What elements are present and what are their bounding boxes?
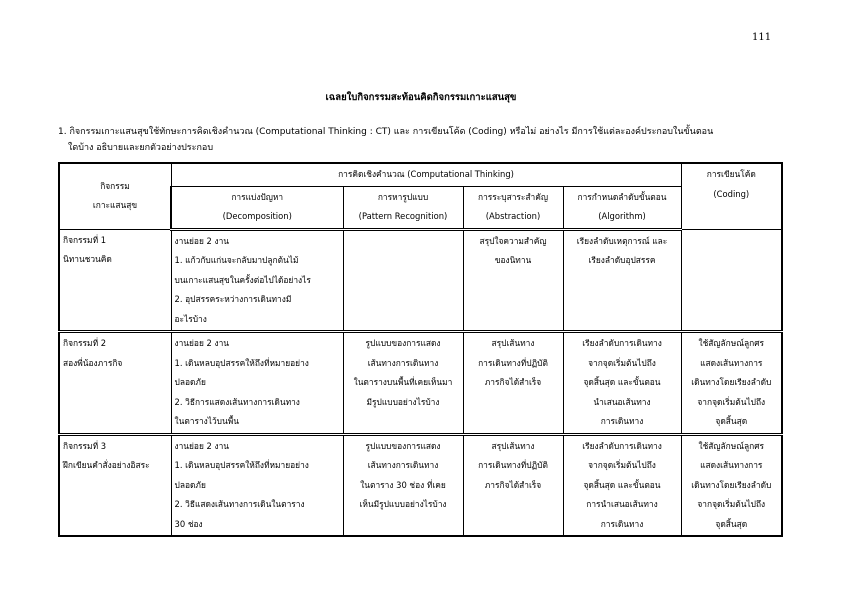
header-coding: [681, 163, 782, 229]
cell-line: เรียงลำดับการเดินทาง: [582, 440, 662, 451]
cell-line: เรียงลำดับเหตุการณ์ และ: [576, 235, 668, 246]
cell-line: การเดินทางที่ปฏิบัติ: [478, 357, 548, 368]
cell-line: สรุปเส้นทาง: [491, 338, 535, 348]
table-row: [59, 229, 782, 332]
cell-line: เส้นทางการเดินทาง: [367, 460, 439, 470]
cell-line: มีรูปแบบอย่างไรบ้าง: [366, 396, 440, 407]
cell-line: สรุปใจความสำคัญ: [479, 235, 547, 246]
cell-line: กิจกรรมที่ 2: [63, 338, 107, 348]
header-activity-line-1: กิจกรรม: [100, 180, 130, 191]
cell-line: เรียงลำดับการเดินทาง: [582, 338, 662, 348]
cell-line: 2. วิธีการแสดงเส้นทางการเดินทาง: [174, 396, 300, 407]
cell-line: จุดสิ้นสุด และขั้นตอน: [583, 479, 661, 490]
cell-line: กิจกรรมที่ 1: [63, 234, 107, 245]
cell-activity: [59, 434, 171, 536]
header-pattern-en: (Pattern Recognition): [358, 211, 448, 221]
header-coding-line-1: การเขียนโค้ด: [706, 169, 756, 179]
cell-line: ในตารางบนพื้นที่เคยเห็นมา: [353, 377, 453, 387]
cell-pattern-recognition: [343, 229, 463, 332]
header-activity-line-2: เกาะแสนสุข: [92, 200, 138, 211]
table-header-row-1: [59, 163, 782, 186]
cell-line: 30 ช่อง: [174, 518, 203, 529]
cell-line: ฝึกเขียนคำสั่งอย่างอิสระ: [63, 460, 150, 470]
cell-line: รูปแบบของการแสดง: [365, 440, 441, 451]
cell-line: งานย่อย 2 งาน: [174, 235, 230, 246]
header-computational-thinking: การคิดเชิงคำนวณ (Computational Thinking): [171, 163, 681, 186]
cell-decomposition: [171, 434, 343, 536]
cell-line: ในตารางไว้บนพื้น: [174, 416, 239, 426]
header-abstraction-th: การระบุสาระสำคัญ: [478, 191, 548, 202]
cell-line: รูปแบบของการแสดง: [365, 338, 441, 348]
cell-line: งานย่อย 2 งาน: [174, 338, 230, 348]
cell-line: 2. อุปสรรคระหว่างการเดินทางมี: [174, 294, 292, 304]
cell-line: นำเสนอเส้นทาง: [593, 396, 651, 407]
cell-line: เส้นทางการเดินทาง: [367, 357, 439, 368]
cell-line: ใช้สัญลักษณ์ลูกศร: [698, 440, 765, 451]
header-algorithm-th: การกำหนดลำดับขั้นตอน: [577, 191, 667, 202]
cell-coding: [681, 434, 782, 536]
cell-line: การเดินทาง: [600, 416, 644, 426]
cell-line: 1. เดินหลบอุปสรรคให้ถึงที่หมายอย่าง: [174, 460, 309, 470]
cell-line: แสดงเส้นทางการ: [700, 460, 763, 470]
header-decomposition-en: (Decomposition): [222, 211, 292, 221]
cell-algorithm: [563, 434, 681, 536]
cell-decomposition: [171, 332, 343, 435]
cell-line: ในตาราง 30 ช่อง ที่เคย: [360, 479, 446, 490]
cell-line: สรุปเส้นทาง: [491, 440, 535, 451]
cell-line: ภารกิจได้สำเร็จ: [484, 377, 542, 387]
cell-activity: [59, 229, 171, 332]
cell-line: เดินทางโดยเรียงลำดับ: [691, 377, 772, 387]
header-algorithm-en: (Algorithm): [598, 211, 646, 221]
document-title: เฉลยใบกิจกรรมสะท้อนคิดกิจกรรมเกาะแสนสุข: [325, 92, 517, 103]
cell-line: ปลอดภัย: [174, 479, 206, 490]
cell-abstraction: [463, 434, 563, 536]
cell-line: 2. วิธีแสดงเส้นทางการเดินในตาราง: [174, 499, 305, 509]
cell-line: ใช้สัญลักษณ์ลูกศร: [698, 338, 765, 348]
cell-line: เห็นมีรูปแบบอย่างไรบ้าง: [359, 499, 447, 509]
header-abstraction: [463, 186, 563, 229]
cell-line: จากจุดเริ่มต้นไปถึง: [588, 357, 656, 368]
cell-line: สองพี่น้องภารกิจ: [63, 357, 123, 368]
cell-line: กิจกรรมที่ 3: [63, 440, 107, 451]
header-decomposition: [171, 186, 343, 229]
cell-decomposition: [171, 229, 343, 332]
cell-line: การเดินทาง: [600, 518, 644, 529]
cell-algorithm: [563, 332, 681, 435]
question-text: [58, 124, 778, 156]
cell-line: การเดินทางที่ปฏิบัติ: [478, 460, 548, 470]
cell-line: การนำเสนอเส้นทาง: [586, 499, 658, 509]
cell-line: นิทานชวนคิด: [63, 254, 112, 264]
cell-coding: [681, 332, 782, 435]
table-row: [59, 434, 782, 536]
cell-line: จุดสิ้นสุด: [715, 518, 748, 529]
answer-table: [58, 162, 783, 537]
header-pattern-th: การหารูปแบบ: [377, 191, 429, 202]
header-decomposition-th: การแบ่งปัญหา: [231, 191, 284, 202]
cell-line: 1. แก้วกับแก่นจะกลับมาปลูกต้นไม้: [174, 255, 299, 265]
question-line-1: 1. กิจกรรมเกาะแสนสุขใช้ทักษะการคิดเชิงคำนวณ (Computational Thinking : CT) และ การเขียนโค้ด (Coding) หรือไม่ อย่างไร มีการใช้แต่ละองค์ประกอบในขั้นตอน: [58, 127, 714, 137]
cell-line: จุดสิ้นสุด และขั้นตอน: [583, 377, 661, 387]
header-pattern-recognition: [343, 186, 463, 229]
header-abstraction-en: (Abstraction): [485, 211, 541, 221]
cell-line: งานย่อย 2 งาน: [174, 440, 230, 451]
page-number: 111: [752, 32, 772, 43]
cell-line: เรียงลำดับอุปสรรค: [588, 255, 656, 265]
cell-pattern-recognition: [343, 434, 463, 536]
cell-line: เดินทางโดยเรียงลำดับ: [691, 479, 772, 490]
header-coding-line-2: (Coding): [713, 188, 750, 199]
cell-line: อะไรบ้าง: [174, 313, 207, 324]
cell-line: จากจุดเริ่มต้นไปถึง: [588, 460, 656, 470]
cell-line: จากจุดเริ่มต้นไปถึง: [697, 499, 766, 509]
question-line-2: ใดบ้าง อธิบายและยกตัวอย่างประกอบ: [68, 143, 214, 153]
cell-activity: [59, 332, 171, 435]
cell-line: ของนิทาน: [494, 255, 532, 265]
cell-line: บนเกาะแสนสุขในครั้งต่อไปได้อย่างไร: [174, 274, 311, 285]
cell-line: 1. เดินหลบอุปสรรคให้ถึงที่หมายอย่าง: [174, 357, 309, 368]
cell-line: จากจุดเริ่มต้นไปถึง: [697, 396, 766, 407]
header-activity: [59, 163, 171, 229]
header-algorithm: [563, 186, 681, 229]
cell-line: แสดงเส้นทางการ: [700, 357, 763, 368]
cell-line: จุดสิ้นสุด: [715, 416, 748, 426]
cell-line: ปลอดภัย: [174, 377, 206, 387]
cell-abstraction: [463, 229, 563, 332]
cell-pattern-recognition: [343, 332, 463, 435]
table-row: [59, 332, 782, 435]
cell-abstraction: [463, 332, 563, 435]
cell-algorithm: [563, 229, 681, 332]
cell-line: ภารกิจได้สำเร็จ: [484, 479, 542, 490]
cell-coding: [681, 229, 782, 332]
